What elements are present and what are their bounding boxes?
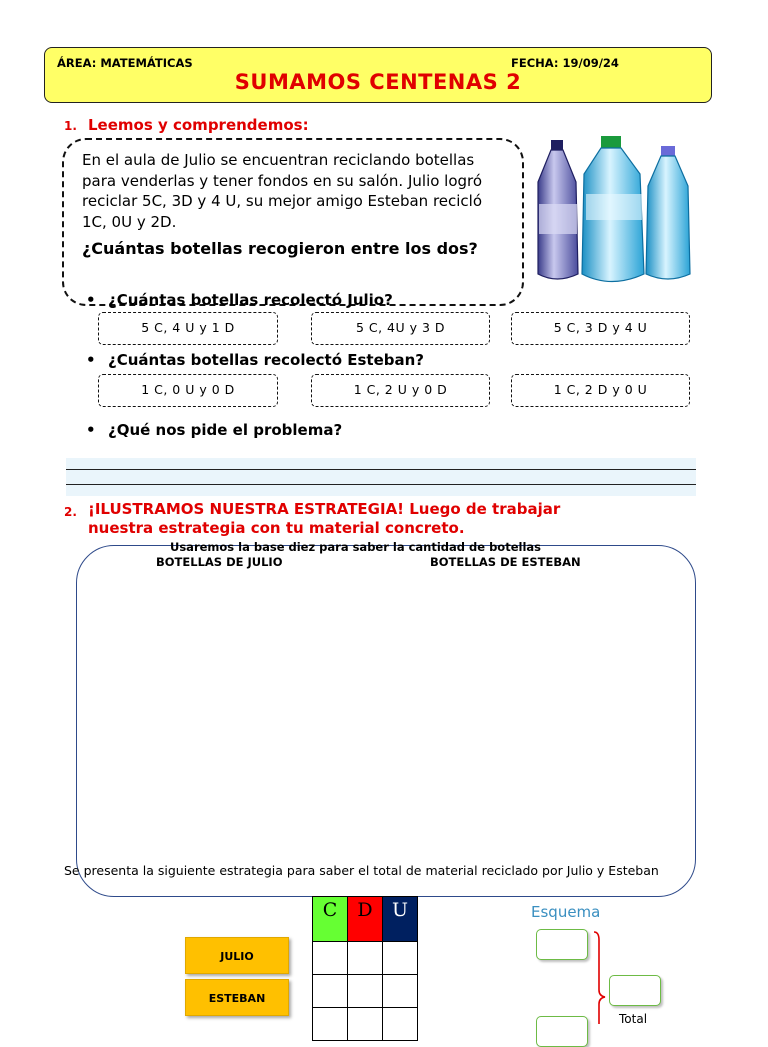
cell-julio-u[interactable] (382, 941, 418, 975)
esquema-box-total[interactable] (609, 975, 661, 1006)
section2-title: ¡ILUSTRAMOS NUESTRA ESTRATEGIA! Luego de trabajar nuestra estrategia con tu material concreto. (88, 500, 561, 537)
question-problem: • ¿Qué nos pide el problema? (86, 421, 343, 439)
question-julio: • ¿Cuántas botellas recolectó Julio? (86, 291, 393, 309)
header-decenas: D (347, 896, 383, 942)
strategy-description: Se presenta la siguiente estrategia para saber el total de material reciclado por Julio y Esteban (64, 863, 659, 878)
story-text: En el aula de Julio se encuentran reciclando botellas para venderlas y tener fondos en su salón. Julio logró reciclar 5C, 3D y 4 U, su mejor amigo Esteban recicló 1C, 0U y 2D. (82, 151, 483, 231)
header-box (44, 47, 712, 103)
option-julio-3[interactable]: 5 C, 3 D y 4 U (511, 312, 690, 345)
cell-julio-c[interactable] (312, 941, 348, 975)
strategy-subtitle: Usaremos la base diez para saber la cantidad de botellas (170, 540, 541, 554)
header-unidades: U (382, 896, 418, 942)
cell-esteban-c[interactable] (312, 974, 348, 1008)
cell-total-u[interactable] (382, 1007, 418, 1041)
cell-total-d[interactable] (347, 1007, 383, 1041)
option-esteban-2[interactable]: 1 C, 2 U y 0 D (311, 374, 490, 407)
julio-bottles-label: BOTELLAS DE JULIO (156, 555, 283, 569)
option-julio-1[interactable]: 5 C, 4 U y 1 D (98, 312, 278, 345)
bottles-image (532, 134, 694, 286)
section1-title: Leemos y comprendemos: (88, 116, 309, 134)
section1-number: 1. (64, 119, 77, 133)
answer-line (66, 469, 696, 470)
option-esteban-1[interactable]: 1 C, 0 U y 0 D (98, 374, 278, 407)
cell-julio-d[interactable] (347, 941, 383, 975)
cell-esteban-d[interactable] (347, 974, 383, 1008)
header-centenas: C (312, 896, 348, 942)
answer-line (66, 484, 696, 485)
date-label: FECHA: 19/09/24 (511, 56, 619, 70)
esquema-box-julio[interactable] (536, 929, 588, 960)
option-esteban-3[interactable]: 1 C, 2 D y 0 U (511, 374, 690, 407)
page-title: SUMAMOS CENTENAS 2 (234, 70, 522, 94)
answer-area[interactable] (66, 458, 696, 496)
section2-number: 2. (64, 505, 77, 519)
cell-esteban-u[interactable] (382, 974, 418, 1008)
story-question: ¿Cuántas botellas recogieron entre los dos? (82, 239, 478, 258)
area-label: ÁREA: MATEMÁTICAS (57, 56, 193, 70)
esteban-bottles-label: BOTELLAS DE ESTEBAN (430, 555, 581, 569)
option-julio-2[interactable]: 5 C, 4U y 3 D (311, 312, 490, 345)
julio-button[interactable]: JULIO (185, 937, 289, 974)
esquema-box-esteban[interactable] (536, 1016, 588, 1047)
question-esteban: • ¿Cuántas botellas recolectó Esteban? (86, 351, 425, 369)
esteban-button[interactable]: ESTEBAN (185, 979, 289, 1016)
cell-total-c[interactable] (312, 1007, 348, 1041)
strategy-box (76, 545, 696, 897)
esquema-bracket-icon (592, 930, 608, 1024)
esquema-title: Esquema (531, 903, 601, 921)
esquema-total-label: Total (619, 1012, 648, 1026)
